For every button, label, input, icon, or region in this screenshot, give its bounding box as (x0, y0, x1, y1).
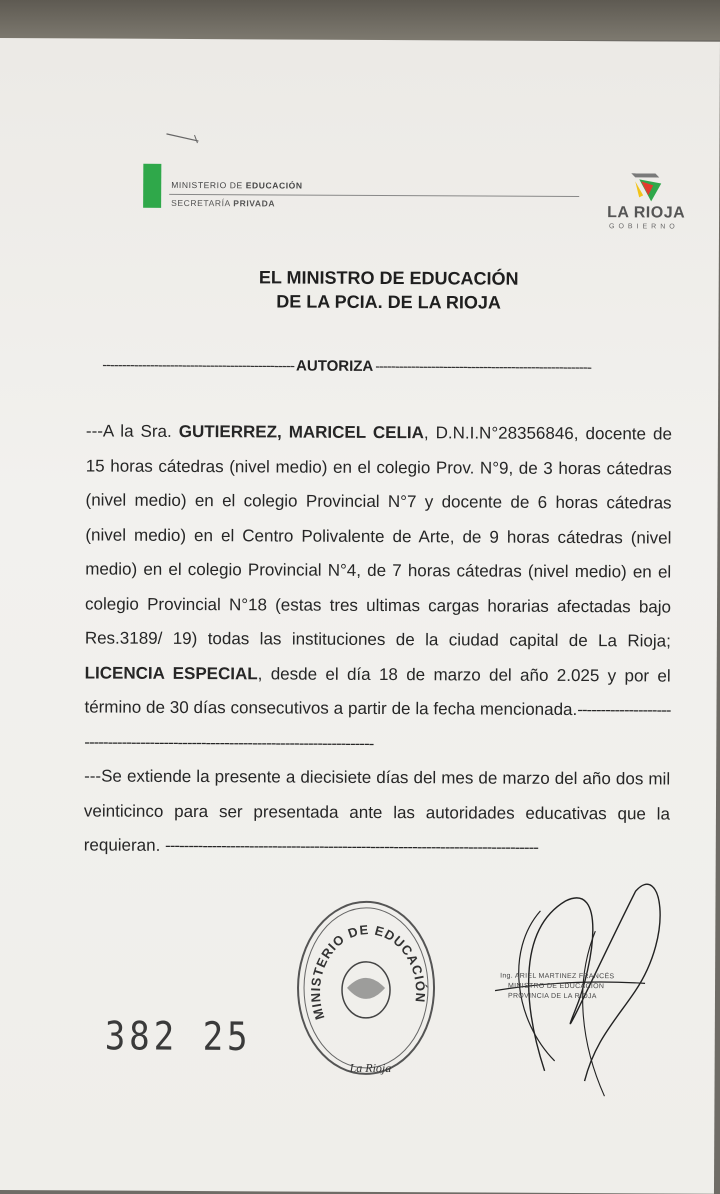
logo-text: LA RIOJA (607, 204, 686, 222)
document-page (0, 38, 720, 1194)
section-heading (102, 357, 677, 377)
stamp-bottom-text: La Rioja (349, 1060, 392, 1076)
paragraph-issuance: ---Se extiende la presente a diecisiete días del mes de marzo del año dos mil veinticinco para ser presentada ante las autoridades educativas que la requieran. -------------------------------------------------------------------------------- (83, 766, 671, 857)
logo-subtext: GOBIERNO (609, 223, 679, 231)
document-body (84, 414, 672, 866)
stamp-ring-text: MINISTERIO DE EDUCACIÓN (307, 921, 429, 1022)
official-stamp (295, 898, 438, 1079)
document-title-line2: DE LA PCIA. DE LA RIOJA (276, 291, 502, 313)
header-rule (169, 194, 579, 197)
pen-mark (164, 131, 204, 145)
paragraph-authorization: ---A la Sra. GUTIERREZ, MARICEL CELIA, D.N.I.N°28356846, docente de 15 horas cátedras (nivel medio) en el colegio Prov. N°9, de 3 horas cátedras (nivel medio) en el colegio Provincial N°7 y docente de 6 horas cátedras (nivel medio) en el Centro Polivalente de Arte, de 9 horas cátedras (nivel medio) en el colegio Provincial N°4, de 7 horas cátedras (nivel medio) en el colegio Provincial N°18 (estas tres ultimas cargas horarias afectadas bajo Res.3189/ 19) todas las instituciones de la ciudad capital de La Rioja; LICENCIA ESPECIAL, desde el día 18 de marzo del año 2.025 y por el término de 30 días consecutivos a partir de la fecha mencionada.---------------------------------------------------------------------------------- (84, 421, 672, 753)
ministry-color-bar (143, 164, 161, 208)
heading-word: AUTORIZA (296, 357, 374, 375)
fill-dashes: ---------------------------------------------------------------------------------- (84, 700, 671, 753)
fill-dashes: -------------------------------------------------------------------------------- (165, 835, 538, 857)
signer-name: Ing. ARIEL MARTINEZ FRANCÉS (500, 972, 615, 981)
secretariat-name: SECRETARÍA PRIVADA (171, 197, 276, 209)
background-desk (0, 0, 720, 40)
la-rioja-logo-icon (629, 169, 663, 203)
license-type: LICENCIA ESPECIAL (84, 662, 258, 683)
document-title-line1: EL MINISTRO DE EDUCACIÓN (258, 267, 519, 289)
signer-title: MINISTRO DE EDUCACIÓN (508, 982, 605, 991)
signature-block (500, 972, 614, 1003)
svg-text:MINISTERIO DE EDUCACIÓN (308, 922, 429, 1022)
heading-dashes-left: ------------------------------------------------ (102, 356, 295, 375)
handwritten-number: 382 25 (104, 1013, 252, 1061)
employee-name: GUTIERREZ, MARICEL CELIA (178, 421, 424, 443)
heading-dashes-right: ------------------------------------------------------ (375, 357, 592, 377)
ministry-name: MINISTERIO DE EDUCACIÓN (171, 179, 303, 191)
signer-province: PROVINCIA DE LA RIOJA (507, 992, 597, 1001)
